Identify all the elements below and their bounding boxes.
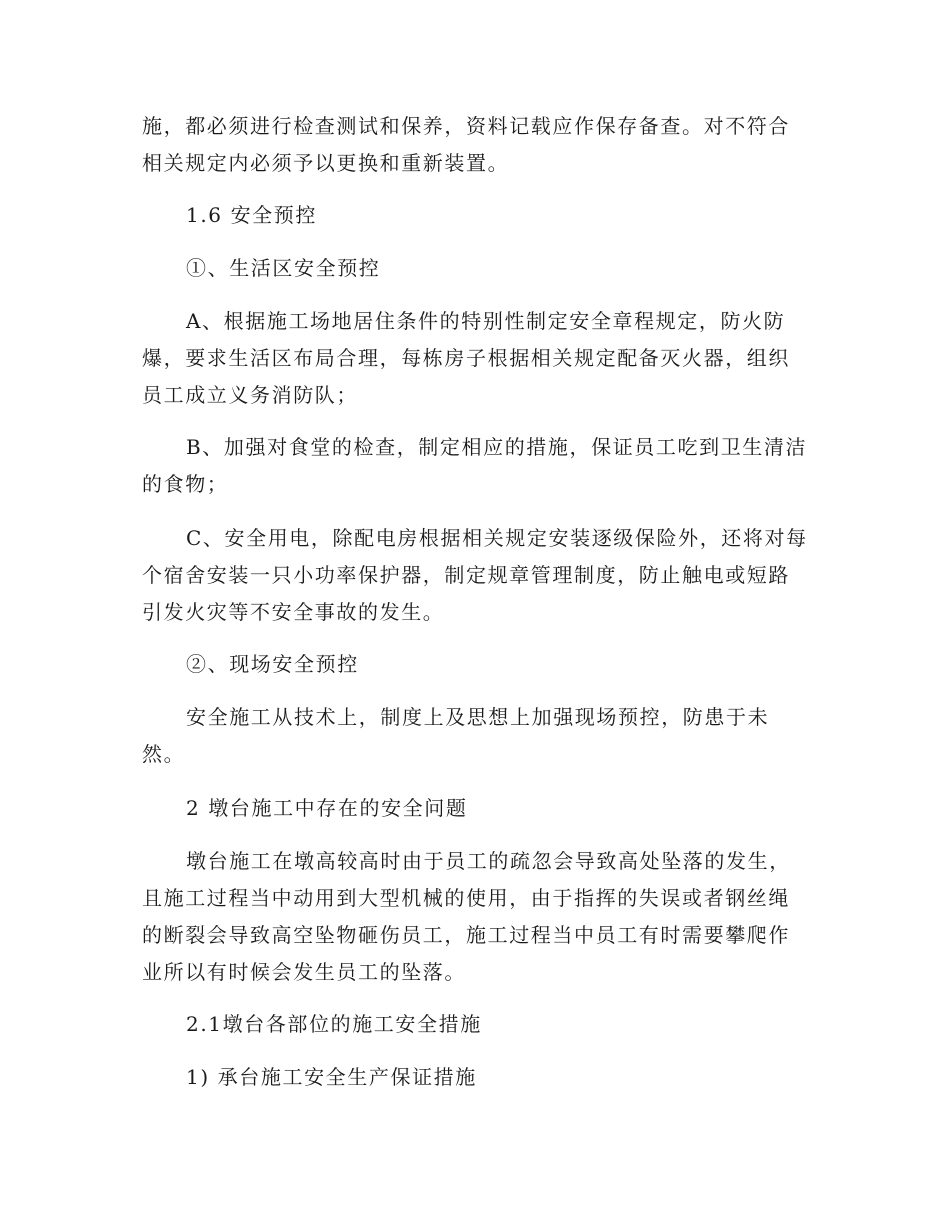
paragraph-site-safety: 安全施工从技术上，制度上及思想上加强现场预控，防患于未然。 — [142, 705, 770, 766]
paragraph-pier-issues: 墩台施工在墩高较高时由于员工的疏忽会导致高处坠落的发生，且施工过程当中动用到大型机械的使用，由于指挥的失误或者钢丝绳的断裂会导致高空坠物砸伤员工，施工过程当中员工有时需要攀爬作业所以有时候会发生员工的坠落。 — [142, 849, 791, 984]
paragraph-item-c: C、安全用电，除配电房根据相关规定安装逐级保险外，还将对每个宿舍安装一只小功率保护器，制定规章管理制度，防止触电或短路引发火灾等不安全事故的发生。 — [142, 526, 808, 624]
paragraph-item-b: B、加强对食堂的检查，制定相应的措施，保证员工吃到卫生清洁的食物； — [142, 435, 808, 496]
section-heading-1-6: 1.6 安全预控 — [186, 203, 317, 227]
subheading-site-safety: ②、现场安全预控 — [186, 652, 359, 676]
section-heading-2-1: 2.1墩台各部位的施工安全措施 — [186, 1012, 482, 1036]
paragraph-continued-text: 施，都必须进行检查测试和保养，资料记载应作保存备查。对不符合相关规定内必须予以更换和重新装置。 — [142, 114, 790, 175]
paragraph-item-a: A、根据施工场地居住条件的特别性制定安全章程规定，防火防爆，要求生活区布局合理，每栋房子根据相关规定配备灭火器，组织员工成立义务消防队； — [142, 309, 790, 407]
subheading-cap-construction: 1) 承台施工安全生产保证措施 — [186, 1065, 477, 1089]
section-heading-2: 2 墩台施工中存在的安全问题 — [186, 796, 468, 820]
subheading-living-area: ①、生活区安全预控 — [186, 256, 381, 280]
